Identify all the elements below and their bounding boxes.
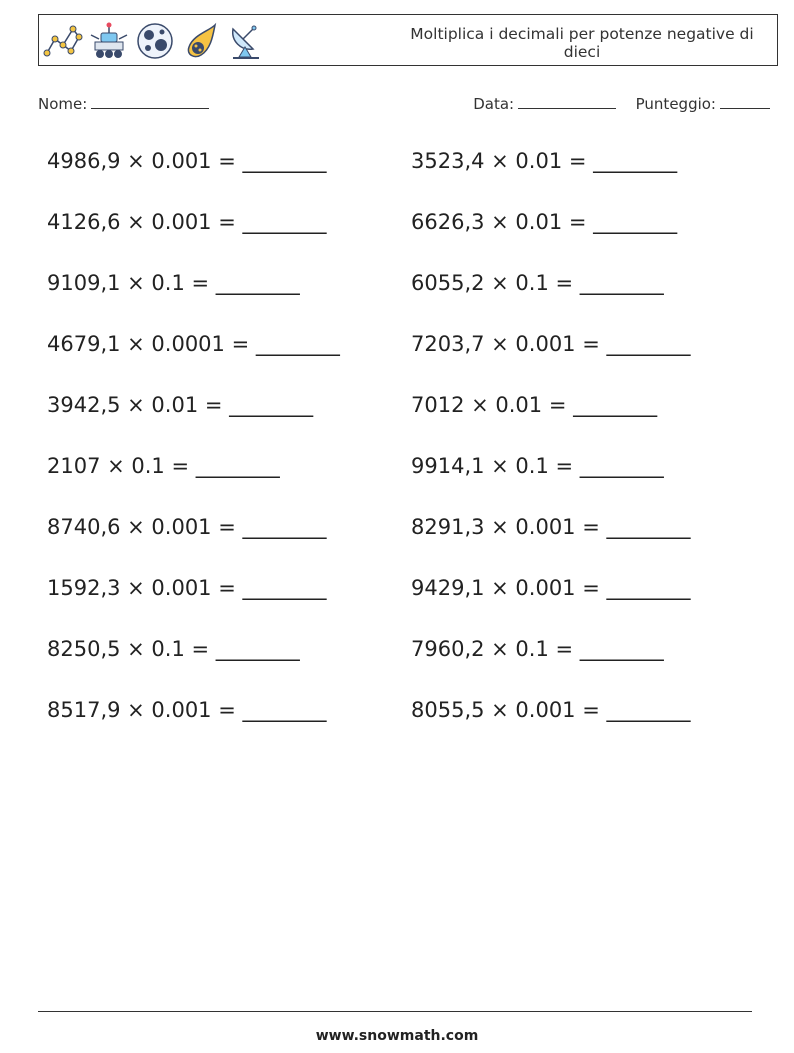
problem-item: 6055,2 × 0.1 = ________ xyxy=(411,271,664,295)
problem-row xyxy=(47,329,767,390)
problem-row xyxy=(47,268,767,329)
constellation-icon xyxy=(43,21,83,61)
date-blank[interactable] xyxy=(518,94,616,109)
problem-item: 3523,4 × 0.01 = ________ xyxy=(411,149,678,173)
problem-row xyxy=(47,390,767,451)
problem-item: 7203,7 × 0.001 = ________ xyxy=(411,332,691,356)
problem-item: 8517,9 × 0.001 = ________ xyxy=(47,698,327,722)
problem-item: 9429,1 × 0.001 = ________ xyxy=(411,576,691,600)
name-label: Nome: xyxy=(38,95,88,113)
problem-row xyxy=(47,512,767,573)
problem-row xyxy=(47,207,767,268)
problem-item: 8250,5 × 0.1 = ________ xyxy=(47,637,300,661)
problem-item: 8291,3 × 0.001 = ________ xyxy=(411,515,691,539)
score-label: Punteggio: xyxy=(635,95,716,113)
problem-row xyxy=(47,634,767,695)
problem-item: 4126,6 × 0.001 = ________ xyxy=(47,210,327,234)
moon-icon xyxy=(135,21,175,61)
problem-item: 7960,2 × 0.1 = ________ xyxy=(411,637,664,661)
worksheet-header xyxy=(38,14,778,66)
problem-item: 4679,1 × 0.0001 = ________ xyxy=(47,332,340,356)
date-score-fields xyxy=(473,94,770,113)
problem-item: 4986,9 × 0.001 = ________ xyxy=(47,149,327,173)
problem-row xyxy=(47,451,767,512)
problem-row xyxy=(47,573,767,634)
problem-item: 1592,3 × 0.001 = ________ xyxy=(47,576,327,600)
worksheet-title: Moltiplica i decimali per potenze negative di dieci xyxy=(410,25,754,61)
problem-item: 8740,6 × 0.001 = ________ xyxy=(47,515,327,539)
footer-divider xyxy=(38,1011,752,1012)
score-blank[interactable] xyxy=(720,94,770,109)
problem-item: 9109,1 × 0.1 = ________ xyxy=(47,271,300,295)
problem-row xyxy=(47,146,767,207)
problem-grid xyxy=(47,146,767,756)
date-label: Data: xyxy=(473,95,515,113)
problem-item: 8055,5 × 0.001 = ________ xyxy=(411,698,691,722)
problem-item: 6626,3 × 0.01 = ________ xyxy=(411,210,678,234)
footer-site[interactable]: www.snowmath.com xyxy=(315,1028,479,1044)
header-icons xyxy=(43,21,267,61)
meteor-icon xyxy=(181,21,221,61)
problem-item: 7012 × 0.01 = ________ xyxy=(411,393,658,417)
problem-item: 2107 × 0.1 = ________ xyxy=(47,454,280,478)
problem-row xyxy=(47,695,767,756)
problem-item: 3942,5 × 0.01 = ________ xyxy=(47,393,314,417)
problem-item: 9914,1 × 0.1 = ________ xyxy=(411,454,664,478)
name-blank[interactable] xyxy=(91,94,209,109)
robot-rover-icon xyxy=(89,21,129,61)
satellite-dish-icon xyxy=(227,21,267,61)
name-field xyxy=(38,94,209,113)
